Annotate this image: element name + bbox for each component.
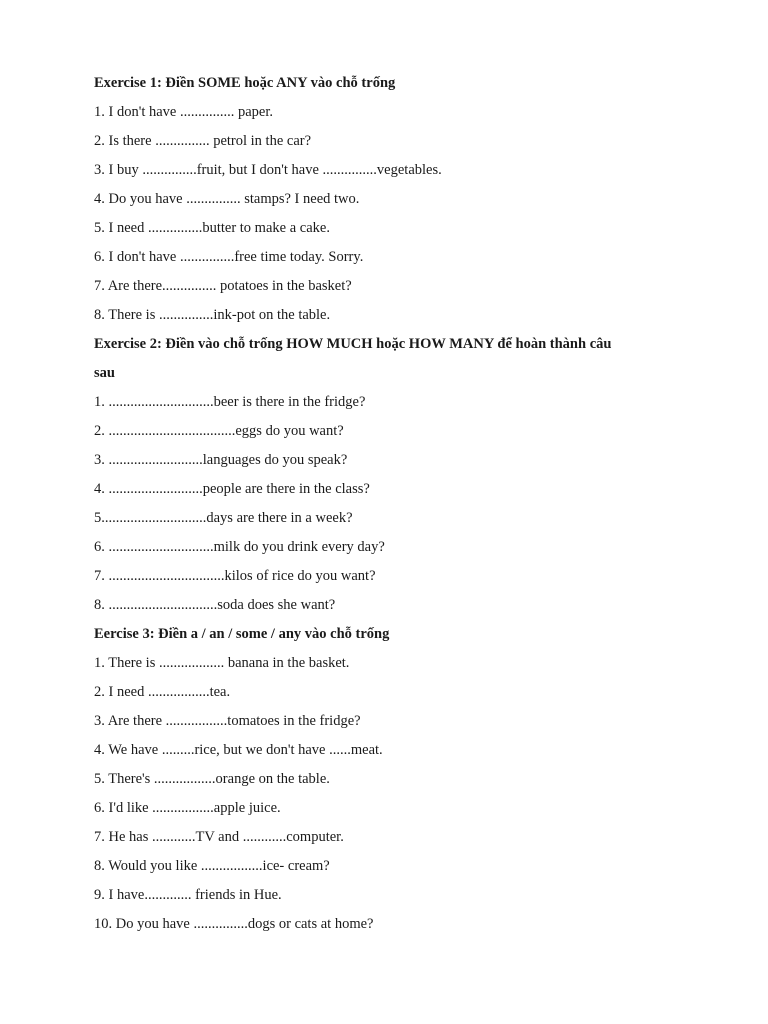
exercise-2-title-continued: sau: [94, 365, 115, 381]
exercise-2-item: 6. .............................milk do you drink every day?: [94, 539, 385, 555]
exercise-1-item: 8. There is ...............ink-pot on the table.: [94, 307, 331, 323]
worksheet-page: [94, 69, 694, 939]
exercise-3-item: 3. Are there .................tomatoes in the fridge?: [94, 713, 361, 729]
exercise-3-item: 10. Do you have ...............dogs or cats at home?: [94, 916, 374, 932]
exercise-3-item: 2. I need .................tea.: [94, 684, 231, 700]
exercise-1-item: 7. Are there............... potatoes in the basket?: [94, 278, 352, 294]
exercise-2-item: 5.............................days are there in a week?: [94, 510, 353, 526]
exercise-2-title: Exercise 2: Điền vào chỗ trống HOW MUCH hoặc HOW MANY để hoàn thành câu: [94, 336, 612, 352]
exercise-1-item: 4. Do you have ............... stamps? I need two.: [94, 191, 360, 207]
exercise-3-item: 5. There's .................orange on the table.: [94, 771, 330, 787]
exercise-2-item: 8. ..............................soda does she want?: [94, 597, 336, 613]
exercise-3-item: 4. We have .........rice, but we don't have ......meat.: [94, 742, 383, 758]
exercise-3-title: Eercise 3: Điền a / an / some / any vào chỗ trống: [94, 626, 390, 642]
exercise-2-item: 2. ...................................eggs do you want?: [94, 423, 344, 439]
exercise-1-item: 6. I don't have ...............free time today. Sorry.: [94, 249, 364, 265]
exercise-3-item: 9. I have............. friends in Hue.: [94, 887, 282, 903]
exercise-2-item: 7. ................................kilos of rice do you want?: [94, 568, 376, 584]
exercise-3-item: 7. He has ............TV and ............computer.: [94, 829, 344, 845]
exercise-1-title: Exercise 1: Điền SOME hoặc ANY vào chỗ trống: [94, 75, 396, 91]
exercise-3-item: 6. I'd like .................apple juice.: [94, 800, 281, 816]
exercise-3-item: 1. There is .................. banana in the basket.: [94, 655, 350, 671]
exercise-1-item: 2. Is there ............... petrol in the car?: [94, 133, 312, 149]
exercise-1-item: 1. I don't have ............... paper.: [94, 104, 273, 120]
exercise-3-item: 8. Would you like .................ice- cream?: [94, 858, 330, 874]
exercise-2-item: 1. .............................beer is there in the fridge?: [94, 394, 366, 410]
exercise-2-item: 4. ..........................people are there in the class?: [94, 481, 370, 497]
exercise-1-item: 5. I need ...............butter to make a cake.: [94, 220, 330, 236]
exercise-2-item: 3. ..........................languages do you speak?: [94, 452, 348, 468]
exercise-1-item: 3. I buy ...............fruit, but I don't have ...............vegetables.: [94, 162, 442, 178]
